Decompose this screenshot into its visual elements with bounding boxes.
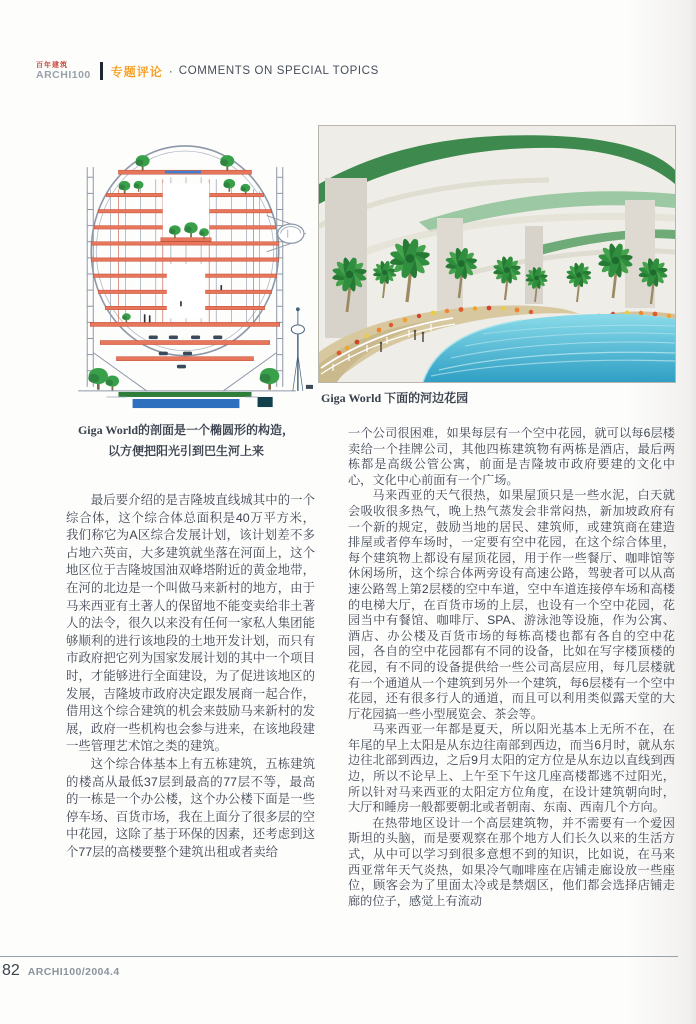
section-title-en: COMMENTS ON SPECIAL TOPICS bbox=[178, 65, 379, 77]
left-text-column bbox=[66, 492, 315, 861]
riverside-garden-photo bbox=[318, 125, 676, 383]
figure-caption bbox=[52, 420, 320, 462]
figure-caption-line2: 以方便把阳光引到巴生河上来 bbox=[107, 444, 264, 458]
page-footer bbox=[2, 962, 120, 980]
journal-logo-cn: 百年建筑 bbox=[36, 61, 68, 69]
header-divider-bar bbox=[100, 62, 103, 80]
figure-caption-line1: Giga World的剖面是一个椭圆形的构造， bbox=[77, 423, 295, 437]
paragraph: 最后要介绍的是吉隆坡直线城其中的一个综合体，这个综合体总面积是40万平方米，我们称它为A区综合发展计划，该计划差不多占地六英亩，大多建筑就坐落在河面上，这个地区位于吉隆坡国油双峰塔附近的黄金地带，在河的北边是一个叫做马来新村的地方，由于马来西亚有土著人的保留地不能变卖给非土著人的法令，很久以来没有任何一家私人集团能够顺利的进行该地段的土地开发计划，而只有市政府把它列为国家发展计划的其中一个项目时，才能够进行全面建设，为了促进该地区的发展，吉隆坡市政府决定跟发展商一起合作，借用这个综合建筑的机会来鼓励马来新村的发展，政府一些机构也会参与进来，在该地段建一些管理艺术馆之类的建筑。 bbox=[66, 493, 315, 754]
riverside-garden-rendering bbox=[319, 126, 675, 382]
paragraph: 马来西亚一年都是夏天，所以阳光基本上无所不在，在年尾的早上太阳是从东边往南部到西边，而当6月时，就从东边往北部到西边，之后9月太阳的定方位是从东边以直线到西边，所以不论早上、上午至下午这几座高楼都逃不过阳光，所以针对马来西亚的太阳定方位角度，在设计建筑朝向时，大厅和睡房一般都要朝北或者朝南、东南、西南几个方向。 bbox=[348, 722, 675, 815]
paragraph: 一个公司很困难，如果每层有一个空中花园，就可以每6层楼卖给一个挂牌公司，其他四栋建筑物有两栋是酒店，最后两栋都是高级公管公寓，前面是吉隆坡市政府要建的文化中心，文化中心前面有一个广场。 bbox=[348, 426, 675, 487]
paragraph: 马来西亚的天气很热，如果屋顶只是一些水泥，白天就会吸收很多热气，晚上热气蒸发会非常闷热，新加坡政府有一个新的规定，鼓励当地的居民、建筑师，或建筑商在建造排屋或者停车场时，一定要有空中花园，在这个综合体里，每个建筑物上都设有屋顶花园，用于作一些餐厅、咖啡馆等休闲场所，这个综合体两旁设有高速公路，驾驶者可以从高速公路驾上第2层楼的空中车道，空中车道连接停车场和高楼的电梯大厅，在百货市场的上层，也设有一个空中花园，花园当中有餐馆、咖啡厅、SPA、游泳池等设施，作为公寓、酒店、办公楼及百货市场的每栋高楼也都有各自的空中花园，各自的空中花园都有不同的设备，比如在写字楼顶楼的花园，有不同的设备提供给一些公司高层应用，每几层楼就有一个通道从一个建筑到另外一个建筑，每6层楼有一个空中花园，还有很多行人的通道，而且可以利用类似露天堂的大厅花园搞一些小型展览会、茶会等。 bbox=[348, 488, 675, 721]
journal-logo-en: ARCHI100 bbox=[36, 68, 91, 81]
paragraph: 在热带地区设计一个高层建筑物，并不需要有一个爱因斯坦的头脑，而是要观察在那个地方人们长久以来的生活方式，从中可以学习到很多意想不到的知识，比如说，在马来西亚常年天气炎热，如果冷气咖啡座在店铺走廊设放一些座位，顾客会为了里面太冷或是禁烟区，他们都会选择店铺走廊的位子，感觉上有流动 bbox=[348, 815, 675, 908]
building-section-figure bbox=[60, 136, 314, 412]
photo-caption: Giga World 下面的河边花园 bbox=[321, 391, 469, 405]
footer-rule bbox=[0, 956, 678, 957]
control-tower bbox=[291, 308, 313, 391]
section-title-cn: 专题评论 bbox=[110, 64, 163, 79]
paragraph: 这个综合体基本上有五栋建筑，五栋建筑的楼高从最低37层到最高的77层不等，最高的一栋是一个办公楼，这个办公楼下面是一些停车场、百货市场，我在上面分了很多层的空中花园，这除了基于环保的因素，还考虑到这个77层的高楼要整个建筑出租或者卖给 bbox=[66, 756, 315, 859]
ground-and-river bbox=[78, 391, 296, 408]
section-separator-dot: · bbox=[168, 64, 173, 78]
building-section-drawing bbox=[60, 136, 314, 412]
right-text-column bbox=[348, 426, 675, 909]
rooftop-pool bbox=[165, 171, 201, 174]
page-header bbox=[36, 56, 379, 86]
page-number: 82 bbox=[2, 962, 20, 979]
journal-reference: ARCHI100/2004.4 bbox=[27, 966, 120, 978]
journal-logo bbox=[36, 62, 91, 81]
